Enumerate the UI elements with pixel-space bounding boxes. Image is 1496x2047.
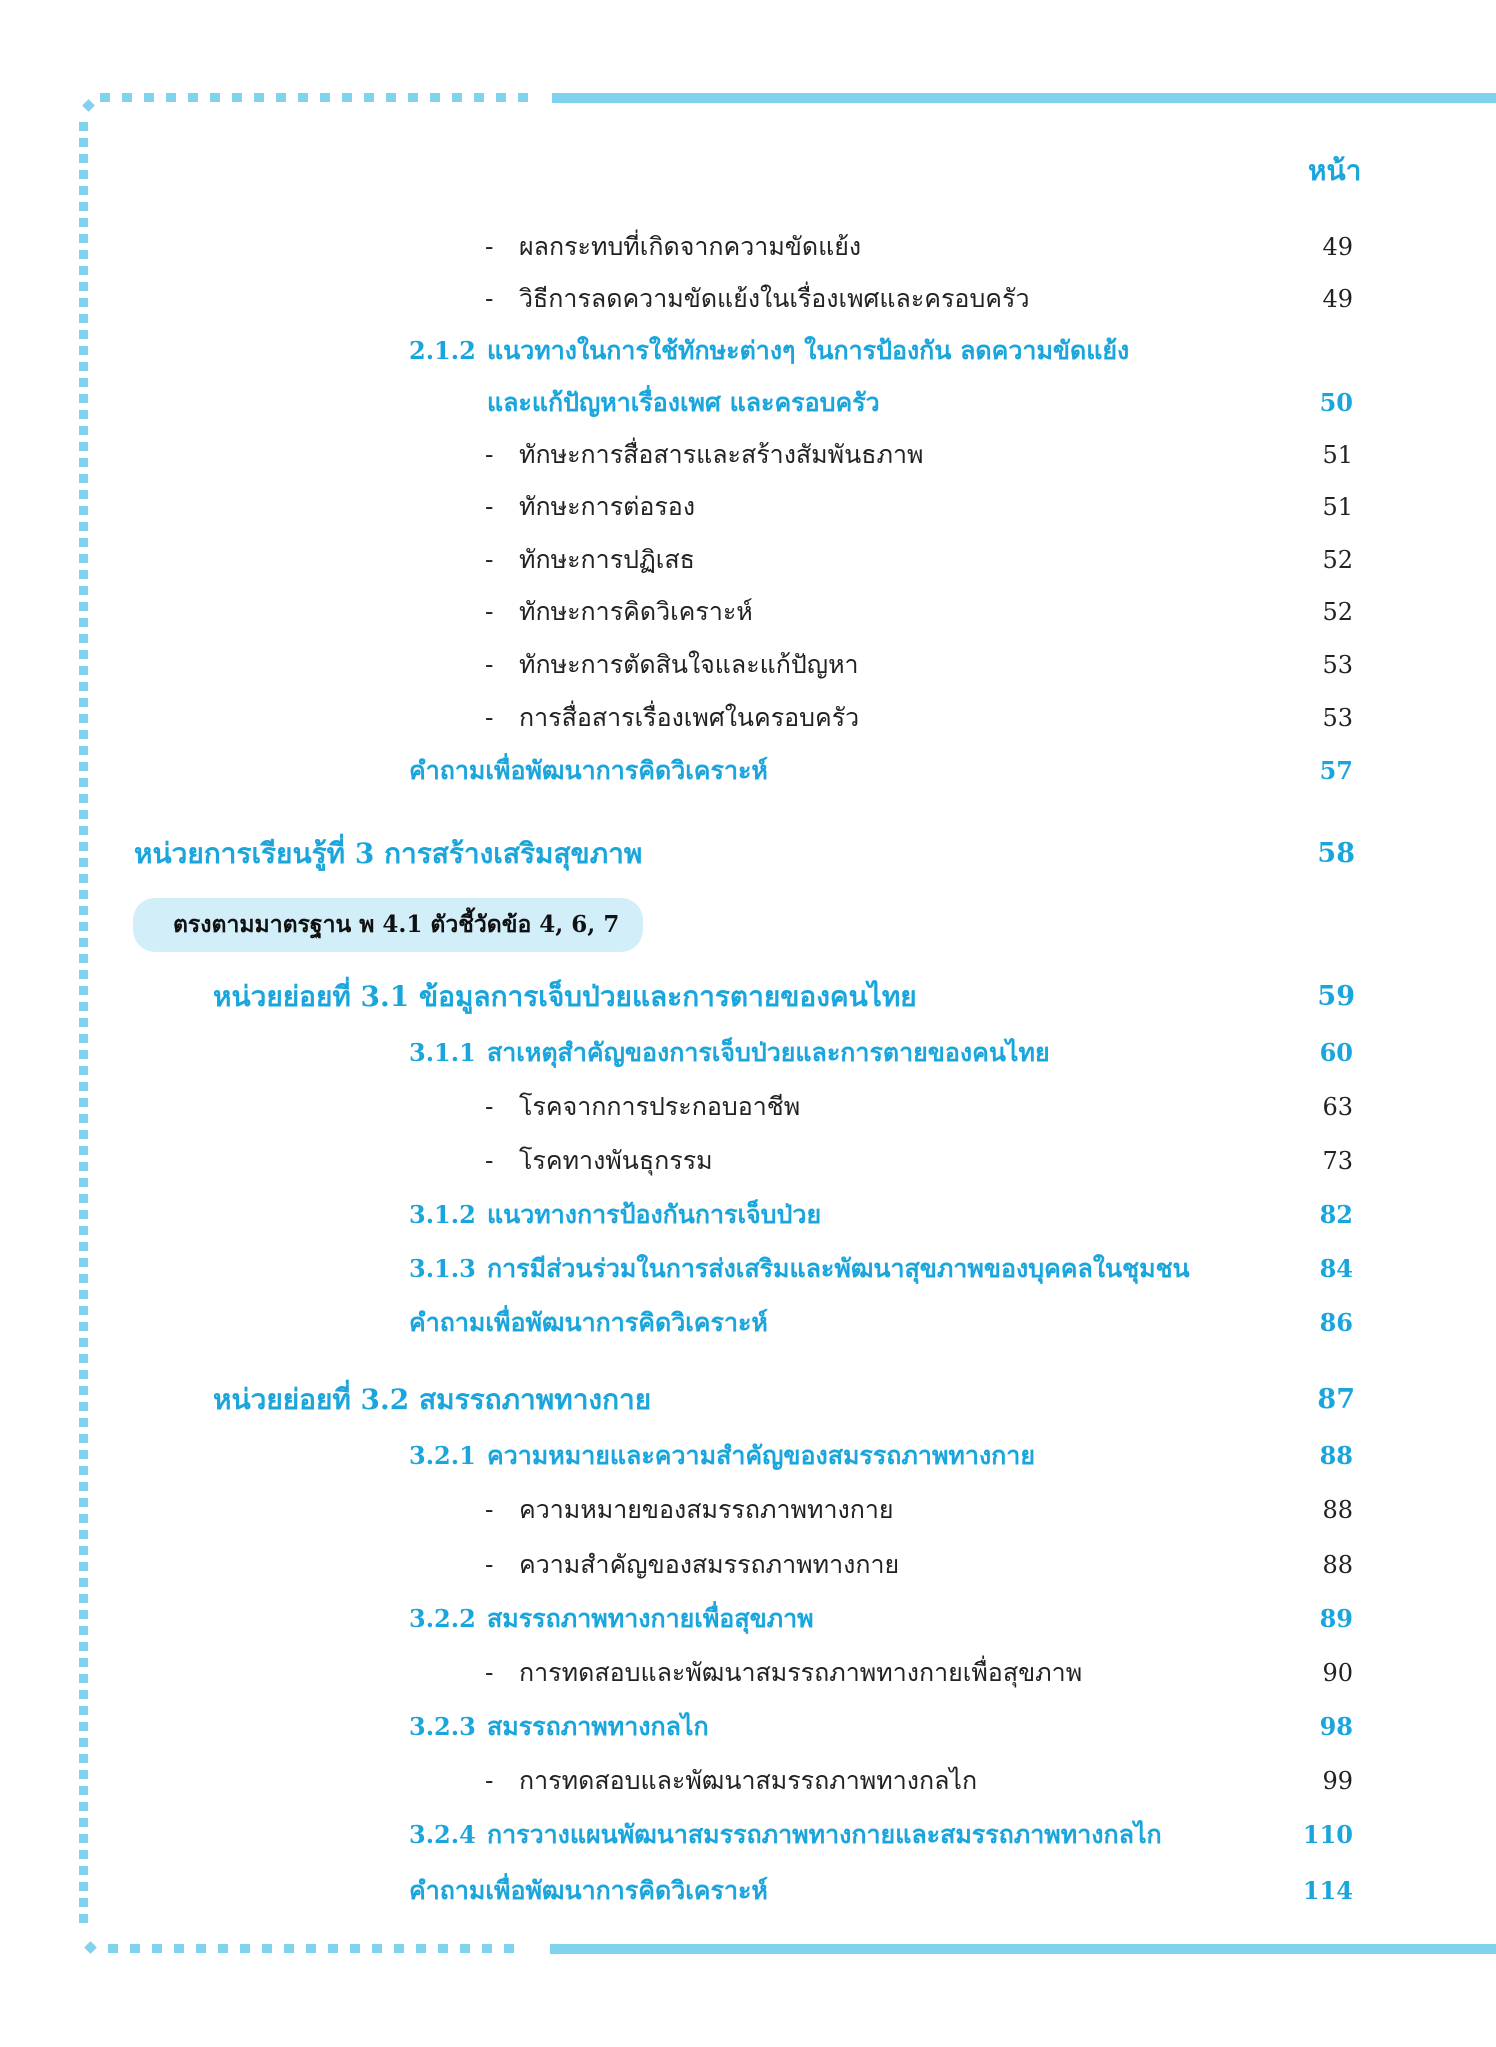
frame-dot (240, 1944, 250, 1953)
frame-dot (328, 1944, 338, 1953)
frame-dot (79, 426, 88, 435)
frame-dot (100, 93, 110, 102)
toc-row-bullet[interactable] (0, 540, 1496, 580)
bullet-dash: - (485, 440, 494, 469)
frame-corner-top (82, 99, 95, 112)
frame-dot (482, 1944, 492, 1953)
toc-row-bullet[interactable] (0, 1761, 1496, 1801)
frame-dot (79, 1290, 88, 1299)
section-number: 3.1.1 (409, 1038, 476, 1067)
bullet-dash: - (485, 1658, 494, 1687)
toc-row-unit[interactable] (0, 832, 1496, 876)
toc-entry-title: ทักษะการตัดสินใจและแก้ปัญหา (519, 650, 859, 679)
toc-row-bullet[interactable] (0, 227, 1496, 267)
frame-dot (306, 1944, 316, 1953)
toc-page-number: 89 (1319, 1604, 1353, 1633)
toc-row-sub[interactable] (0, 1249, 1496, 1289)
toc-row-quest[interactable] (0, 1871, 1496, 1911)
standard-box-text: ตรงตามมาตรฐาน พ 4.1 ตัวชี้วัดข้อ 4, 6, 7 (173, 911, 620, 938)
toc-page-number: 88 (1319, 1441, 1353, 1470)
toc-entry-title: ทักษะการปฏิเสธ (519, 545, 695, 574)
toc-page-number: 58 (1317, 838, 1355, 869)
frame-dot (262, 1944, 272, 1953)
frame-dot (218, 1944, 228, 1953)
bullet-dash: - (485, 545, 494, 574)
toc-entry-title: ทักษะการสื่อสารและสร้างสัมพันธภาพ (519, 440, 924, 469)
bullet-dash: - (485, 1766, 494, 1795)
frame-bottom-bar (550, 1944, 1496, 1954)
frame-dot (232, 93, 242, 102)
bullet-dash: - (485, 1550, 494, 1579)
frame-dot (276, 93, 286, 102)
frame-dot (79, 810, 88, 819)
frame-dot (372, 1944, 382, 1953)
frame-dot (320, 93, 330, 102)
toc-row-bullet[interactable] (0, 1653, 1496, 1693)
toc-row-subunit[interactable] (0, 975, 1496, 1019)
frame-dot (79, 938, 88, 947)
toc-entry-title: การสื่อสารเรื่องเพศในครอบครัว (519, 703, 860, 732)
toc-row-sub[interactable] (0, 1436, 1496, 1476)
toc-page-number: 51 (1322, 493, 1353, 521)
frame-dot (108, 1944, 118, 1953)
toc-entry-title: โรคทางพันธุกรรม (519, 1146, 713, 1175)
frame-dot (79, 170, 88, 179)
toc-entry-title: ทักษะการต่อรอง (519, 492, 696, 521)
frame-dot (79, 1802, 88, 1811)
toc-page-number: 53 (1322, 651, 1353, 679)
toc-entry-title: ความสำคัญของสมรรถภาพทางกาย (519, 1550, 900, 1579)
frame-dot (79, 954, 88, 963)
toc-row-bullet[interactable] (0, 1087, 1496, 1127)
toc-entry-title: หน่วยย่อยที่ 3.1 ข้อมูลการเจ็บป่วยและการตายของคนไทย (213, 980, 917, 1013)
frame-dot (452, 93, 462, 102)
frame-dot (364, 93, 374, 102)
frame-dot (430, 93, 440, 102)
frame-dot (394, 1944, 404, 1953)
bullet-dash: - (485, 232, 494, 261)
toc-entry-title: หน่วยการเรียนรู้ที่ 3 การสร้างเสริมสุขภาพ (134, 837, 643, 870)
frame-dot (79, 922, 88, 931)
frame-dot (79, 266, 88, 275)
section-number: 3.2.3 (409, 1712, 476, 1741)
section-number: 2.1.2 (409, 336, 476, 365)
section-number: 3.2.2 (409, 1604, 476, 1633)
toc-row-bullet[interactable] (0, 698, 1496, 738)
toc-page-number: 51 (1322, 441, 1353, 469)
frame-dot (386, 93, 396, 102)
toc-entry-title: การมีส่วนร่วมในการส่งเสริมและพัฒนาสุขภาพของบุคคลในชุมชน (487, 1254, 1190, 1283)
toc-entry-title: สมรรถภาพทางกลไก (487, 1712, 709, 1741)
toc-entry-title: โรคจากการประกอบอาชีพ (519, 1092, 801, 1121)
frame-dot (416, 1944, 426, 1953)
frame-dot (79, 202, 88, 211)
frame-dot (196, 1944, 206, 1953)
toc-page-number: 114 (1302, 1876, 1353, 1905)
frame-dot (188, 93, 198, 102)
frame-dot (210, 93, 220, 102)
toc-entry-title: และแก้ปัญหาเรื่องเพศ และครอบครัว (487, 388, 880, 417)
section-number: 3.1.2 (409, 1200, 476, 1229)
toc-row-bullet[interactable] (0, 279, 1496, 319)
toc-row-bullet[interactable] (0, 592, 1496, 632)
toc-row-quest[interactable] (0, 751, 1496, 791)
frame-dot (144, 93, 154, 102)
frame-dot (79, 474, 88, 483)
section-number: 3.2.1 (409, 1441, 476, 1470)
toc-row-sub[interactable] (0, 1815, 1496, 1855)
frame-dot (79, 122, 88, 131)
toc-entry-title: แนวทางการป้องกันการเจ็บป่วย (487, 1200, 822, 1229)
bullet-dash: - (485, 1092, 494, 1121)
frame-dot (79, 138, 88, 147)
bullet-dash: - (485, 703, 494, 732)
toc-page-number: 57 (1319, 756, 1353, 785)
toc-page-number: 52 (1322, 598, 1353, 626)
bullet-dash: - (485, 284, 494, 313)
toc-page-number: 53 (1322, 704, 1353, 732)
toc-entry-title: สาเหตุสำคัญของการเจ็บป่วยและการตายของคนไทย (487, 1038, 1050, 1067)
toc-page-number: 90 (1322, 1659, 1353, 1687)
frame-dot (474, 93, 484, 102)
toc-entry-title: การวางแผนพัฒนาสมรรถภาพทางกายและสมรรถภาพทางกลไก (487, 1820, 1162, 1849)
toc-entry-title: การทดสอบและพัฒนาสมรรถภาพทางกายเพื่อสุขภาพ (519, 1658, 1083, 1687)
toc-row-sub[interactable] (0, 1707, 1496, 1747)
frame-corner-bottom (84, 1941, 97, 1954)
toc-page-number: 98 (1319, 1712, 1353, 1741)
toc-page-number: 49 (1322, 285, 1353, 313)
toc-row-bullet[interactable] (0, 1141, 1496, 1181)
toc-page-number: 60 (1319, 1038, 1353, 1067)
toc-entry-title: ผลกระทบที่เกิดจากความขัดแย้ง (519, 232, 862, 261)
frame-dot (284, 1944, 294, 1953)
toc-page-number: 63 (1322, 1093, 1353, 1121)
frame-dot (438, 1944, 448, 1953)
toc-entry-title: ความหมายและความสำคัญของสมรรถภาพทางกาย (487, 1441, 1035, 1470)
frame-dot (166, 93, 176, 102)
toc-row-bullet[interactable] (0, 435, 1496, 475)
frame-dot (79, 1914, 88, 1923)
toc-entry-title: แนวทางในการใช้ทักษะต่างๆ ในการป้องกัน ลดความขัดแย้ง (487, 336, 1130, 365)
bullet-dash: - (485, 1146, 494, 1175)
frame-dot (79, 1354, 88, 1363)
toc-entry-title: คำถามเพื่อพัฒนาการคิดวิเคราะห์ (409, 1308, 768, 1337)
frame-dot (79, 906, 88, 915)
frame-bottom-dots (108, 1944, 514, 1953)
toc-row-bullet[interactable] (0, 1545, 1496, 1585)
toc-entry-title: ความหมายของสมรรถภาพทางกาย (519, 1495, 894, 1524)
frame-dot (342, 93, 352, 102)
page-column-header: หน้า (1308, 154, 1362, 187)
toc-entry-title: คำถามเพื่อพัฒนาการคิดวิเคราะห์ (409, 756, 768, 785)
toc-row-quest[interactable] (0, 1303, 1496, 1343)
bullet-dash: - (485, 597, 494, 626)
frame-top-bar (552, 93, 1496, 103)
toc-row-sub2[interactable] (0, 383, 1496, 423)
toc-page-number: 50 (1319, 388, 1353, 417)
toc-entry-title: วิธีการลดความขัดแย้งในเรื่องเพศและครอบครัว (519, 284, 1030, 313)
frame-dot (152, 1944, 162, 1953)
toc-entry-title: คำถามเพื่อพัฒนาการคิดวิเคราะห์ (409, 1876, 768, 1905)
toc-page-number: 110 (1302, 1820, 1353, 1849)
bullet-dash: - (485, 650, 494, 679)
frame-dot (79, 1130, 88, 1139)
frame-dot (79, 634, 88, 643)
frame-dot (350, 1944, 360, 1953)
frame-dot (174, 1944, 184, 1953)
toc-row-sub[interactable] (0, 1195, 1496, 1235)
toc-entry-title: สมรรถภาพทางกายเพื่อสุขภาพ (487, 1604, 814, 1633)
frame-dot (79, 1018, 88, 1027)
frame-dot (79, 218, 88, 227)
toc-page-number: 88 (1322, 1551, 1353, 1579)
frame-dot (496, 93, 506, 102)
frame-dot (79, 1642, 88, 1651)
frame-dot (518, 93, 528, 102)
toc-row-sub[interactable] (0, 1033, 1496, 1073)
bullet-dash: - (485, 1495, 494, 1524)
toc-page-number: 84 (1319, 1254, 1353, 1283)
toc-row-bullet[interactable] (0, 487, 1496, 527)
toc-page-number: 87 (1317, 1384, 1355, 1415)
frame-dot (79, 1530, 88, 1539)
toc-page-number: 99 (1322, 1767, 1353, 1795)
frame-dot (130, 1944, 140, 1953)
toc-row-bullet[interactable] (0, 1490, 1496, 1530)
frame-dot (254, 93, 264, 102)
toc-page-number: 88 (1322, 1496, 1353, 1524)
toc-page-number: 59 (1317, 981, 1355, 1012)
frame-dot (122, 93, 132, 102)
bullet-dash: - (485, 492, 494, 521)
toc-page-number: 86 (1319, 1308, 1353, 1337)
toc-entry-title: หน่วยย่อยที่ 3.2 สมรรถภาพทางกาย (213, 1383, 652, 1416)
toc-entry-title: ทักษะการคิดวิเคราะห์ (519, 597, 753, 626)
toc-row-sub[interactable] (0, 331, 1496, 371)
toc-entry-title: การทดสอบและพัฒนาสมรรถภาพทางกลไก (519, 1766, 978, 1795)
frame-dot (460, 1944, 470, 1953)
frame-dot (79, 186, 88, 195)
frame-dot (79, 154, 88, 163)
frame-dot (504, 1944, 514, 1953)
toc-page-number: 73 (1322, 1147, 1353, 1175)
toc-page-number: 52 (1322, 546, 1353, 574)
frame-dot (298, 93, 308, 102)
frame-top-dots (100, 93, 528, 102)
toc-page-number: 82 (1319, 1200, 1353, 1229)
toc-row-subunit[interactable] (0, 1378, 1496, 1422)
toc-row-bullet[interactable] (0, 645, 1496, 685)
toc-page-number: 49 (1322, 233, 1353, 261)
section-number: 3.2.4 (409, 1820, 476, 1849)
standard-box (133, 898, 643, 952)
frame-dot (79, 794, 88, 803)
frame-dot (408, 93, 418, 102)
section-number: 3.1.3 (409, 1254, 476, 1283)
toc-row-sub[interactable] (0, 1599, 1496, 1639)
frame-dot (79, 890, 88, 899)
